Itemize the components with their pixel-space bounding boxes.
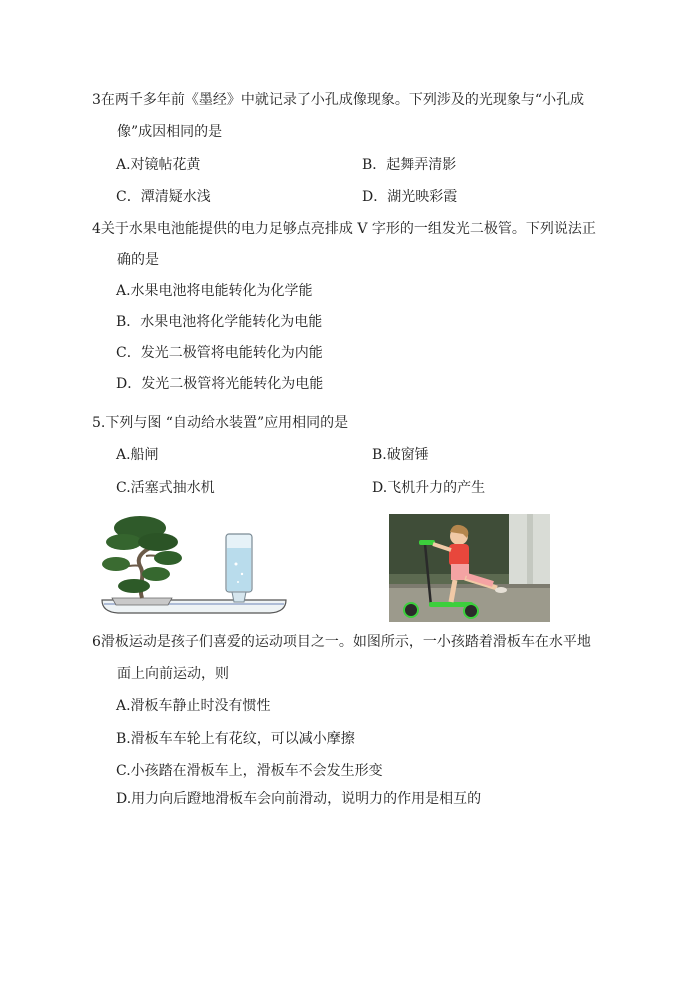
q4-option-d: D．发光二极管将光能转化为电能 bbox=[116, 376, 324, 392]
q3-stem-line1: 3在两千多年前《墨经》中就记录了小孔成像现象。下列涉及的光现象与“小孔成 bbox=[92, 92, 585, 108]
q6-option-a: A.滑板车静止时没有惯性 bbox=[116, 698, 271, 714]
q3-option-a: A.对镜帖花黄 bbox=[116, 157, 201, 173]
q6-stem-line2: 面上向前运动，则 bbox=[117, 666, 229, 682]
q5-stem-line1: 5.下列与图 “自动给水装置”应用相同的是 bbox=[92, 415, 349, 431]
child-on-scooter-photo bbox=[389, 514, 550, 622]
q4-option-b: B．水果电池将化学能转化为电能 bbox=[116, 314, 323, 330]
automatic-watering-device-figure bbox=[98, 512, 290, 618]
q4-option-c: C．发光二极管将电能转化为内能 bbox=[116, 345, 323, 361]
q3-option-d: D．湖光映彩霞 bbox=[362, 189, 458, 205]
q3-option-c: C．潭清疑水浅 bbox=[116, 189, 211, 205]
q3-stem-line2: 像”成因相同的是 bbox=[117, 124, 223, 140]
q4-option-a: A.水果电池将电能转化为化学能 bbox=[116, 283, 313, 299]
q4-stem-line2: 确的是 bbox=[117, 252, 159, 268]
q6-stem-line1: 6滑板运动是孩子们喜爱的运动项目之一。如图所示，一小孩踏着滑板车在水平地 bbox=[92, 634, 591, 650]
q6-option-d: D.用力向后蹬地滑板车会向前滑动，说明力的作用是相互的 bbox=[116, 791, 482, 807]
q3-option-b: B．起舞弄清影 bbox=[362, 157, 457, 173]
q5-option-c: C.活塞式抽水机 bbox=[116, 480, 215, 496]
q5-option-b: B.破窗锤 bbox=[372, 447, 429, 463]
q5-option-a: A.船闸 bbox=[116, 447, 159, 463]
q4-stem-line1: 4关于水果电池能提供的电力足够点亮排成 V 字形的一组发光二极管。下列说法正 bbox=[92, 221, 596, 237]
q5-option-d: D.飞机升力的产生 bbox=[372, 480, 486, 496]
q6-option-c: C.小孩踏在滑板车上，滑板车不会发生形变 bbox=[116, 763, 383, 779]
q6-option-b: B.滑板车车轮上有花纹，可以减小摩擦 bbox=[116, 731, 355, 747]
